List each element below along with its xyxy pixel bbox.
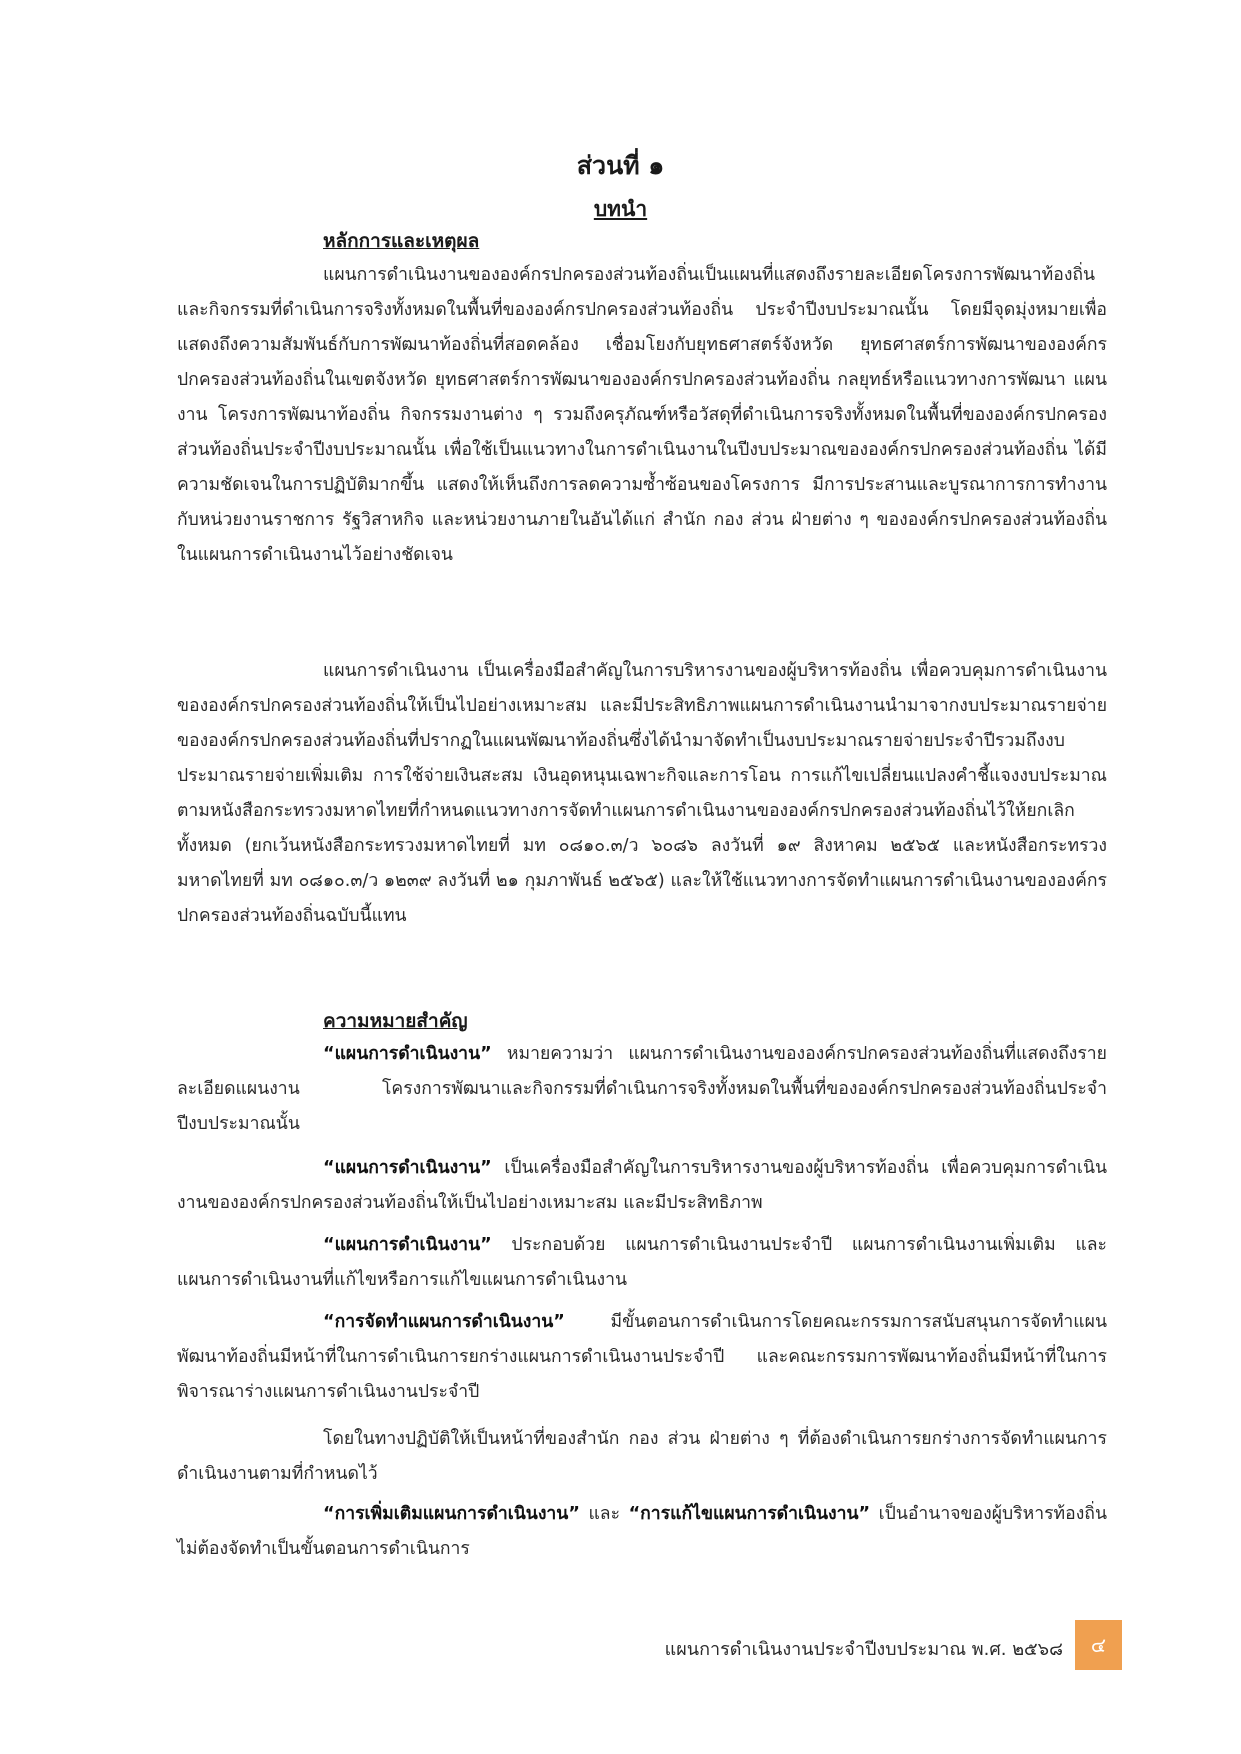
part-title: ส่วนที่ ๑ [576, 151, 665, 180]
definition-term-2: “แผนการดำเนินงาน” [323, 1158, 492, 1178]
definition-term-4: “การจัดทำแผนการดำเนินงาน” [323, 1312, 565, 1332]
definition-paragraph-5: โดยในทางปฏิบัติให้เป็นหน้าที่ของสำนัก กอง ส่วน ฝ่ายต่าง ๆ ที่ต้องดำเนินการยกร่างการจัดทำแผนการดำเนินงานตามที่กำหนดไว้ [177, 1429, 1107, 1484]
definition-paragraph-1 [177, 1037, 1107, 1142]
footer-plan-title: แผนการดำเนินงานประจำปีงบประมาณ พ.ศ. ๒๕๖๘ [664, 1639, 1063, 1660]
principles-heading: หลักการและเหตุผล [323, 230, 480, 252]
definition-term-6b: “การแก้ไขแผนการดำเนินงาน” [628, 1504, 871, 1524]
definition-text-2: เป็นเครื่องมือสำคัญในการบริหารงานของผู้บริหารท้องถิ่น เพื่อควบคุมการดำเนินงานขององค์กรปกครองส่วนท้องถิ่นให้เป็นไปอย่างเหมาะสม และมีประสิทธิภาพ [177, 1158, 1107, 1213]
definition-paragraph-4 [177, 1305, 1107, 1410]
definition-text-3: ประกอบด้วย แผนการดำเนินงานประจำปี แผนการดำเนินงานเพิ่มเติม และแผนการดำเนินงานที่แก้ไขหรือการแก้ไขแผนการดำเนินงาน [177, 1235, 1107, 1290]
page-number-badge: ๔ [1075, 1620, 1122, 1670]
definition-term-1: “แผนการดำเนินงาน” [323, 1044, 492, 1064]
definition-paragraph-3 [177, 1228, 1107, 1298]
definition-connector-6: และ [579, 1504, 629, 1524]
part-subtitle: บทนำ [593, 197, 648, 221]
definition-term-6a: “การเพิ่มเติมแผนการดำเนินงาน” [323, 1504, 580, 1524]
definition-text-4: มีขั้นตอนการดำเนินการโดยคณะกรรมการสนับสนุนการจัดทำแผนพัฒนาท้องถิ่นมีหน้าที่ในการดำเนินการยกร่างแผนการดำเนินงานประจำปี และคณะกรรมการพัฒนาท้องถิ่นมีหน้าที่ในการพิจารณาร่างแผนการดำเนินงานประจำปี [177, 1312, 1107, 1402]
definition-paragraph-2 [177, 1151, 1107, 1221]
principles-paragraph-1: แผนการดำเนินงานขององค์กรปกครองส่วนท้องถิ่นเป็นแผนที่แสดงถึงรายละเอียดโครงการพัฒนาท้องถิ่นและกิจกรรมที่ดำเนินการจริงทั้งหมดในพื้นที่ขององค์กรปกครองส่วนท้องถิ่น ประจำปีงบประมาณนั้น โดยมีจุดมุ่งหมายเพื่อแสดงถึงความสัมพันธ์กับการพัฒนาท้องถิ่นที่สอดคล้อง เชื่อมโยงกับยุทธศาสตร์จังหวัด ยุทธศาสตร์การพัฒนาขององค์กรปกครองส่วนท้องถิ่นในเขตจังหวัด ยุทธศาสตร์การพัฒนาขององค์กรปกครองส่วนท้องถิ่น กลยุทธ์หรือแนวทางการพัฒนา แผนงาน โครงการพัฒนาท้องถิ่น กิจกรรมงานต่าง ๆ รวมถึงครุภัณฑ์หรือวัสดุที่ดำเนินการจริงทั้งหมดในพื้นที่ขององค์กรปกครองส่วนท้องถิ่นประจำปีงบประมาณนั้น เพื่อใช้เป็นแนวทางในการดำเนินงานในปีงบประมาณขององค์กรปกครองส่วนท้องถิ่น ได้มีความชัดเจนในการปฏิบัติมากขึ้น แสดงให้เห็นถึงการลดความซ้ำซ้อนของโครงการ มีการประสานและบูรณาการการทำงานกับหน่วยงานราชการ รัฐวิสาหกิจ และหน่วยงานภายในอันได้แก่ สำนัก กอง ส่วน ฝ่ายต่าง ๆ ขององค์กรปกครองส่วนท้องถิ่นในแผนการดำเนินงานไว้อย่างชัดเจน [177, 265, 1107, 565]
definitions-heading: ความหมายสำคัญ [323, 1010, 468, 1032]
definition-term-3: “แผนการดำเนินงาน” [323, 1235, 492, 1255]
definition-text-6: เป็นอำนาจของผู้บริหารท้องถิ่น ไม่ต้องจัดทำเป็นขั้นตอนการดำเนินการ [177, 1504, 1107, 1559]
definition-text-1: หมายความว่า แผนการดำเนินงานขององค์กรปกครองส่วนท้องถิ่นที่แสดงถึงรายละเอียดแผนงาน โครงการพัฒนาและกิจกรรมที่ดำเนินการจริงทั้งหมดในพื้นที่ขององค์กรปกครองส่วนท้องถิ่นประจำปีงบประมาณนั้น [177, 1044, 1107, 1134]
definition-paragraph-6 [177, 1497, 1107, 1567]
principles-paragraph-2: แผนการดำเนินงาน เป็นเครื่องมือสำคัญในการบริหารงานของผู้บริหารท้องถิ่น เพื่อควบคุมการดำเนินงานขององค์กรปกครองส่วนท้องถิ่นให้เป็นไปอย่างเหมาะสม และมีประสิทธิภาพแผนการดำเนินงานนำมาจากงบประมาณรายจ่ายขององค์กรปกครองส่วนท้องถิ่นที่ปรากฏในแผนพัฒนาท้องถิ่นซึ่งได้นำมาจัดทำเป็นงบประมาณรายจ่ายประจำปีรวมถึงงบประมาณรายจ่ายเพิ่มเติม การใช้จ่ายเงินสะสม เงินอุดหนุนเฉพาะกิจและการโอน การแก้ไขเปลี่ยนแปลงคำชี้แจงงบประมาณ ตามหนังสือกระทรวงมหาดไทยที่กำหนดแนวทางการจัดทำแผนการดำเนินงานขององค์กรปกครองส่วนท้องถิ่นไว้ให้ยกเลิกทั้งหมด (ยกเว้นหนังสือกระทรวงมหาดไทยที่ มท ๐๘๑๐.๓/ว ๖๐๘๖ ลงวันที่ ๑๙ สิงหาคม ๒๕๖๕ และหนังสือกระทรวงมหาดไทยที่ มท ๐๘๑๐.๓/ว ๑๒๓๙ ลงวันที่ ๒๑ กุมภาพันธ์ ๒๕๖๕) และให้ใช้แนวทางการจัดทำแผนการดำเนินงานขององค์กรปกครองส่วนท้องถิ่นฉบับนี้แทน [177, 661, 1107, 926]
